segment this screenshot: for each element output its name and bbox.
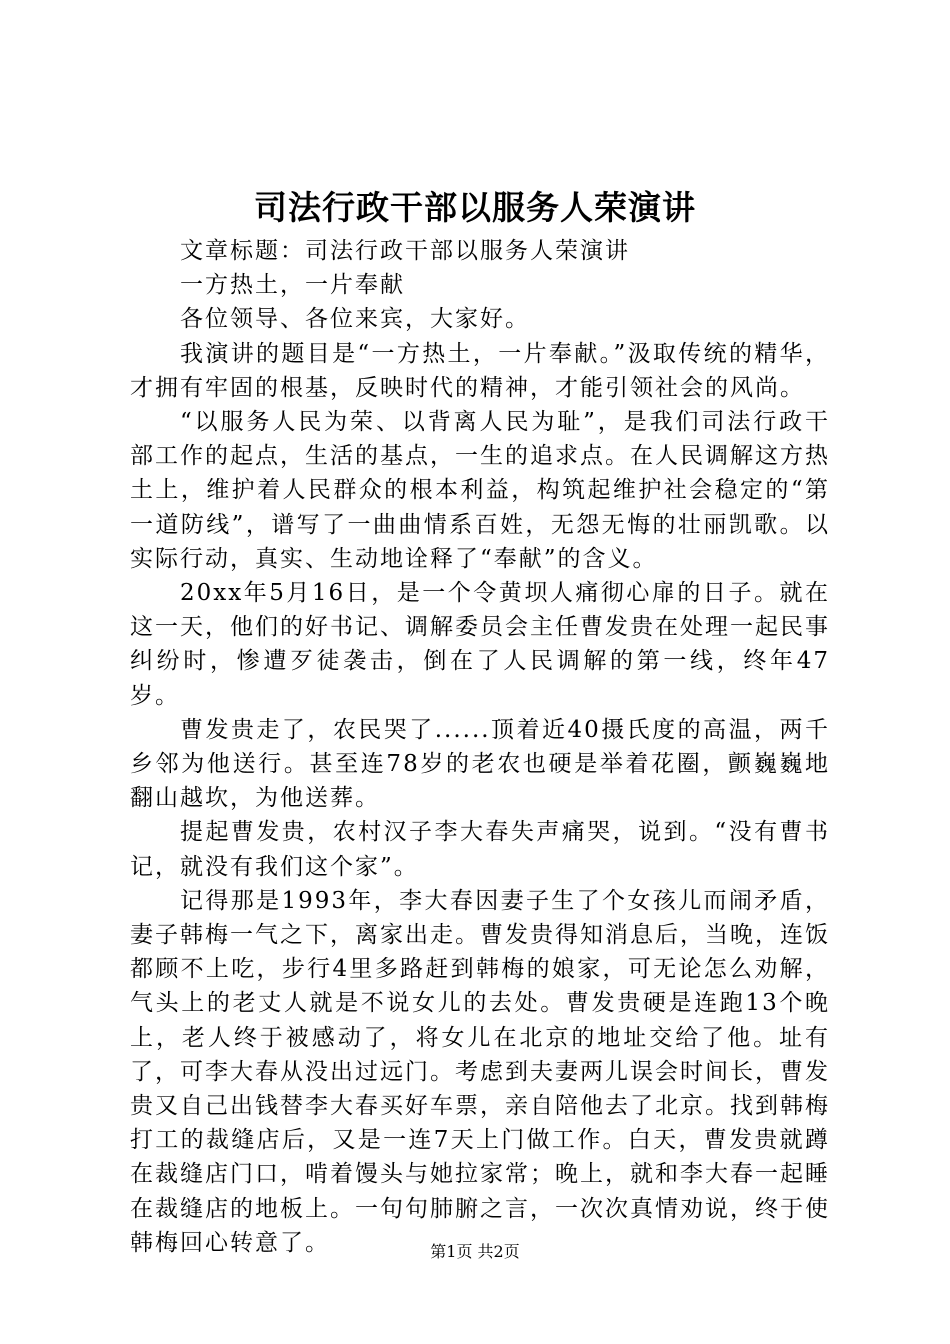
- paragraph-greeting: 各位领导、各位来宾，大家好。: [180, 306, 530, 333]
- paragraph-farewell: 曹发贵走了，农民哭了......顶着近40摄氏度的高温，两千乡邻为他送行。甚至连78岁的老农也硬是举着花圈，颤巍巍地翻山越坎，为他送葬。: [130, 716, 830, 812]
- paragraph-li-dachun: 提起曹发贵，农村汉子李大春失声痛哭，说到。“没有曹书记，就没有我们这个家”。: [130, 819, 830, 880]
- page-number-footer: 第1页 共2页: [430, 1242, 520, 1261]
- paragraph-article-title: 文章标题：司法行政干部以服务人荣演讲: [180, 238, 630, 264]
- paragraph-serve-people: “以服务人民为荣、以背离人民为耻”，是我们司法行政干部工作的起点，生活的基点，一生的追求点。在人民调解这方热土上，维护着人民群众的根本利益，构筑起维护社会稳定的“第一道防线”，谱写了一曲曲情系百姓，无怨无悔的壮丽凯歌。以实际行动，真实、生动地诠释了“奉献”的含义。: [130, 409, 830, 572]
- paragraph-1993-story: 记得那是1993年，李大春因妻子生了个女孩儿而闹矛盾，妻子韩梅一气之下，离家出走。曹发贵得知消息后，当晚，连饭都顾不上吃，步行4里多路赶到韩梅的娘家，可无论怎么劝解，气头上的老丈人就是不说女儿的去处。曹发贵硬是连跑13个晚上，老人终于被感动了，将女儿在北京的地址交给了他。址有了，可李大春从没出过远门。考虑到夫妻两儿误会时间长，曹发贵又自己出钱替李大春买好车票，亲自陪他去了北京。找到韩梅打工的裁缝店后，又是一连7天上门做工作。白天，曹发贵就蹲在裁缝店门口，啃着馒头与她拉家常；晚上，就和李大春一起睡在裁缝店的地板上。一句句肺腑之言，一次次真情劝说，终于使韩梅回心转意了。: [130, 887, 830, 1256]
- paragraph-may-16: 20xx年5月16日，是一个令黄坝人痛彻心扉的日子。就在这一天，他们的好书记、调解委员会主任曹发贵在处理一起民事纠纷时，惨遭歹徒袭击，倒在了人民调解的第一线，终年47岁。: [130, 580, 830, 709]
- paragraph-intro: 我演讲的题目是“一方热土，一片奉献。”汲取传统的精华，才拥有牢固的根基，反映时代的精神，才能引领社会的风尚。: [130, 340, 830, 401]
- paragraph-speech-subtitle: 一方热土，一片奉献: [180, 272, 405, 299]
- document-body: [130, 234, 830, 1260]
- document-title: 司法行政干部以服务人荣演讲: [254, 188, 696, 227]
